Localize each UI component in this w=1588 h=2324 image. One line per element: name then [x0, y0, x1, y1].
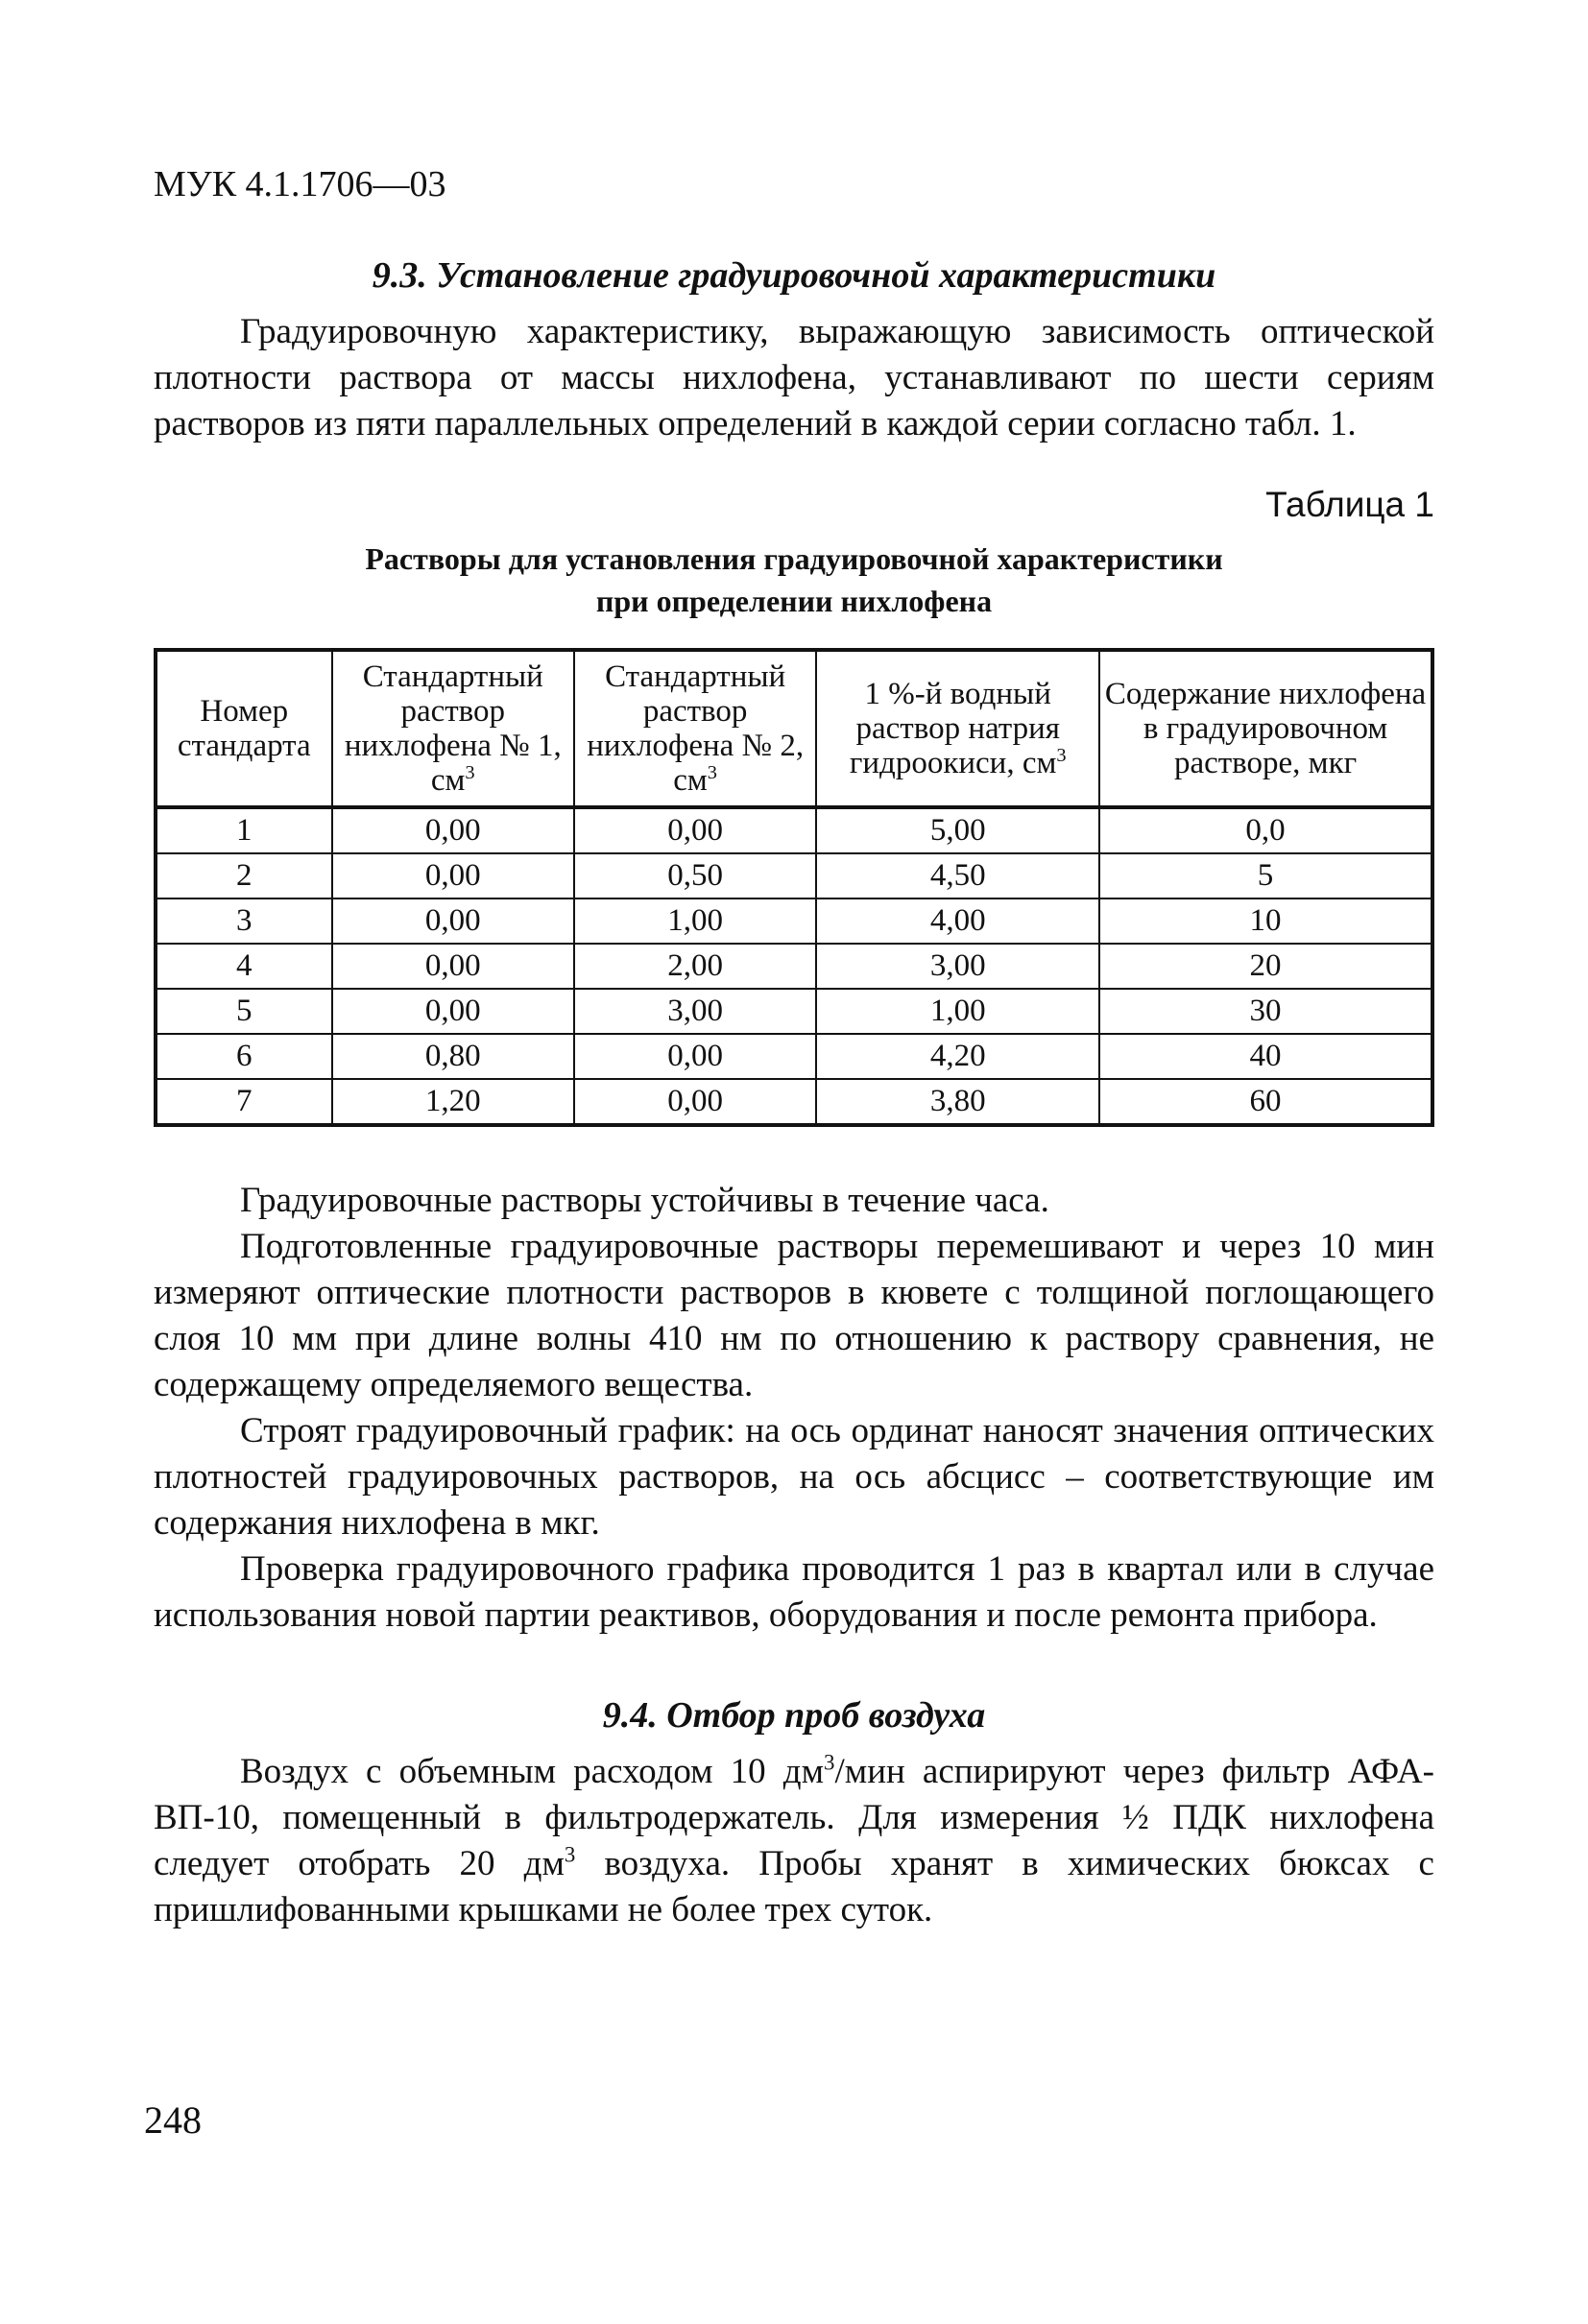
table-cell: 6 [156, 1034, 332, 1079]
table-cell: 0,00 [332, 944, 574, 989]
table-row [156, 853, 1432, 898]
table-cell: 10 [1099, 898, 1432, 944]
table-row [156, 944, 1432, 989]
table-cell: 30 [1099, 989, 1432, 1034]
header-sodium-hydroxide: 1 %-й водный раствор натрия гидроокиси, $см^3$ [816, 650, 1099, 807]
table-cell: 4,50 [816, 853, 1099, 898]
table-cell: 0,80 [332, 1034, 574, 1079]
header-stock-solution-2: Стандартный раствор нихлофена № 2, $см^3$ [574, 650, 816, 807]
table-cell: 2 [156, 853, 332, 898]
section-9-4-paragraph: Воздух с объемным расходом 10 $дм^3$/мин аспирируют через фильтр АФА-ВП-10, помещенный в фильтродержатель. Для измерения ½ ПДК нихлофена следует отобрать 20 $дм^3$ воздуха. Пробы хранят в химических бюксах с пришлифованными крышками не более трех суток. [154, 1750, 1434, 1929]
table-cell: 40 [1099, 1034, 1432, 1079]
table-cell: 60 [1099, 1079, 1432, 1125]
table-cell: 0,0 [1099, 807, 1432, 853]
table-cell: 0,00 [574, 807, 816, 853]
paragraph-verification: Проверка градуировочного графика проводится 1 раз в квартал или в случае использования новой партии реактивов, оборудования и после ремонта прибора. [154, 1549, 1434, 1635]
table-cell: 3,00 [816, 944, 1099, 989]
table-cell: 4,20 [816, 1034, 1099, 1079]
table-cell: 0,00 [574, 1034, 816, 1079]
document-code: МУК 4.1.1706—03 [154, 164, 446, 204]
table-cell: 7 [156, 1079, 332, 1125]
section-9-3-paragraph: Градуировочную характеристику, выражающую зависимость оптической плотности раствора от массы нихлофена, устанавливают по шести сериям растворов из пяти параллельных определений в каждой серии согласно табл. 1. [154, 312, 1434, 443]
paragraph-stability: Градуировочные растворы устойчивы в течение часа. [240, 1181, 1049, 1220]
table-row [156, 1034, 1432, 1079]
section-9-3-title: 9.3. Установление градуировочной характеристики [372, 255, 1216, 296]
page-number: 248 [144, 2098, 202, 2142]
table-row [156, 898, 1432, 944]
table-cell: 3,00 [574, 989, 816, 1034]
table-cell: 4,00 [816, 898, 1099, 944]
table-cell: 3,80 [816, 1079, 1099, 1125]
table-cell: 1,00 [816, 989, 1099, 1034]
table-cell: 5 [156, 989, 332, 1034]
table-caption [154, 538, 1434, 622]
table-header-row [156, 650, 1432, 807]
table-cell: 3 [156, 898, 332, 944]
table-caption-line-1: Растворы для установления градуировочной характеристики [365, 541, 1223, 576]
table-label: Таблица 1 [1265, 485, 1434, 524]
header-standard-number: Номер стандарта [156, 650, 332, 807]
table-cell: 0,00 [574, 1079, 816, 1125]
table-cell: 0,00 [332, 989, 574, 1034]
table-row [156, 989, 1432, 1034]
table-cell: 2,00 [574, 944, 816, 989]
table-cell: 1,20 [332, 1079, 574, 1125]
table-cell: 1 [156, 807, 332, 853]
table-cell: 20 [1099, 944, 1432, 989]
table-cell: 1,00 [574, 898, 816, 944]
table-cell: 4 [156, 944, 332, 989]
table-cell: 5 [1099, 853, 1432, 898]
table-cell: 0,00 [332, 898, 574, 944]
table-caption-line-2: при определении нихлофена [595, 584, 993, 618]
calibration-table [154, 648, 1434, 1127]
paragraph-graph: Строят градуировочный график: на ось ординат наносят значения оптических плотностей градуировочных растворов, на ось абсцисс – соответствующие им содержания нихлофена в мкг. [154, 1411, 1434, 1543]
header-stock-solution-1: Стандартный раствор нихлофена № 1, $см^3$ [332, 650, 574, 807]
table-cell: 0,00 [332, 807, 574, 853]
table-cell: 5,00 [816, 807, 1099, 853]
section-9-4-title: 9.4. Отбор проб воздуха [602, 1695, 986, 1736]
table-row [156, 1079, 1432, 1125]
table-row [156, 807, 1432, 853]
table-cell: 0,50 [574, 853, 816, 898]
table-cell: 0,00 [332, 853, 574, 898]
paragraph-measurement: Подготовленные градуировочные растворы перемешивают и через 10 мин измеряют оптические плотности растворов в кювете с толщиной поглощающего слоя 10 мм при длине волны 410 нм по отношению к раствору сравнения, не содержащему определяемого вещества. [154, 1227, 1434, 1404]
header-niclofen-content: Содержание нихлофена в градуировочном растворе, мкг [1099, 650, 1432, 807]
